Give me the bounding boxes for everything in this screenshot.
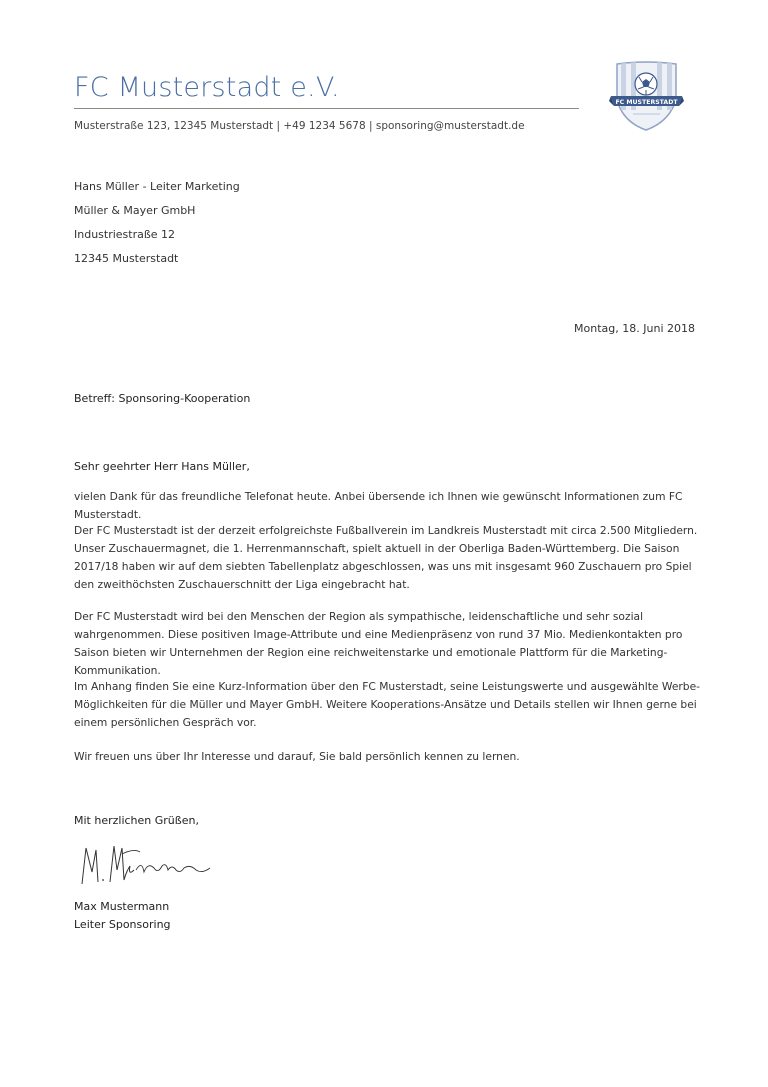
letter-date: Montag, 18. Juni 2018 [574, 322, 695, 335]
body-paragraph-5: Wir freuen uns über Ihr Interesse und darauf, Sie bald persönlich kennen zu lernen. [74, 750, 520, 763]
contact-line: Musterstraße 123, 12345 Musterstadt | +49 1234 5678 | sponsoring@musterstadt.de [74, 120, 525, 132]
signatory-name: Max Mustermann [74, 900, 170, 913]
salutation: Sehr geehrter Herr Hans Müller, [74, 460, 250, 473]
header-divider [74, 108, 579, 109]
club-crest-logo [609, 60, 684, 132]
closing: Mit herzlichen Grüßen, [74, 814, 199, 827]
body-paragraph-3: Der FC Musterstadt wird bei den Menschen der Region als sympathische, leidenschaftliche und sehr sozial wahrgenommen. Diese positiven Image-Attribute und eine Medienpräsenz von rund 37 Mio. Medienkontakten pro Saison bieten wir Unternehmen der Region eine reichweitenstarke und emotionale Plattform für die Marketing-Kommunikation. [74, 610, 683, 677]
recipient-line-3: Industriestraße 12 [74, 228, 176, 241]
recipient-line-2: Müller & Mayer GmbH [74, 204, 196, 217]
body-paragraph-1: vielen Dank für das freundliche Telefonat heute. Anbei übersende ich Ihnen wie gewünscht Informationen zum FC Musterstadt. [74, 490, 683, 521]
organization-name: FC Musterstadt e.V. [74, 72, 340, 103]
handwritten-signature [78, 842, 218, 890]
body-paragraph-4: Im Anhang finden Sie eine Kurz-Information über den FC Musterstadt, seine Leistungswerte und ausgewählte Werbe-Möglichkeiten für die Müller und Mayer GmbH. Weitere Kooperations-Ansätze und Details stellen wir Ihnen gerne bei einem persönlichen Gespräch vor. [74, 680, 701, 729]
crest-banner-text: FC MUSTERSTADT [615, 99, 678, 106]
recipient-line-1: Hans Müller - Leiter Marketing [74, 180, 240, 193]
subject-line: Betreff: Sponsoring-Kooperation [74, 392, 251, 405]
signatory-title: Leiter Sponsoring [74, 918, 171, 931]
body-paragraph-2: Der FC Musterstadt ist der derzeit erfolgreichste Fußballverein im Landkreis Musterstadt mit circa 2.500 Mitgliedern. Unser Zuschauermagnet, die 1. Herrenmannschaft, spielt aktuell in der Oberliga Baden-Württemberg. Die Saison 2017/18 haben wir auf dem siebten Tabellenplatz abgeschlossen, was uns mit insgesamt 960 Zuschauern pro Spiel den zweithöchsten Zuschauerschnitt der Liga eingebracht hat. [74, 524, 698, 591]
recipient-line-4: 12345 Musterstadt [74, 252, 179, 265]
